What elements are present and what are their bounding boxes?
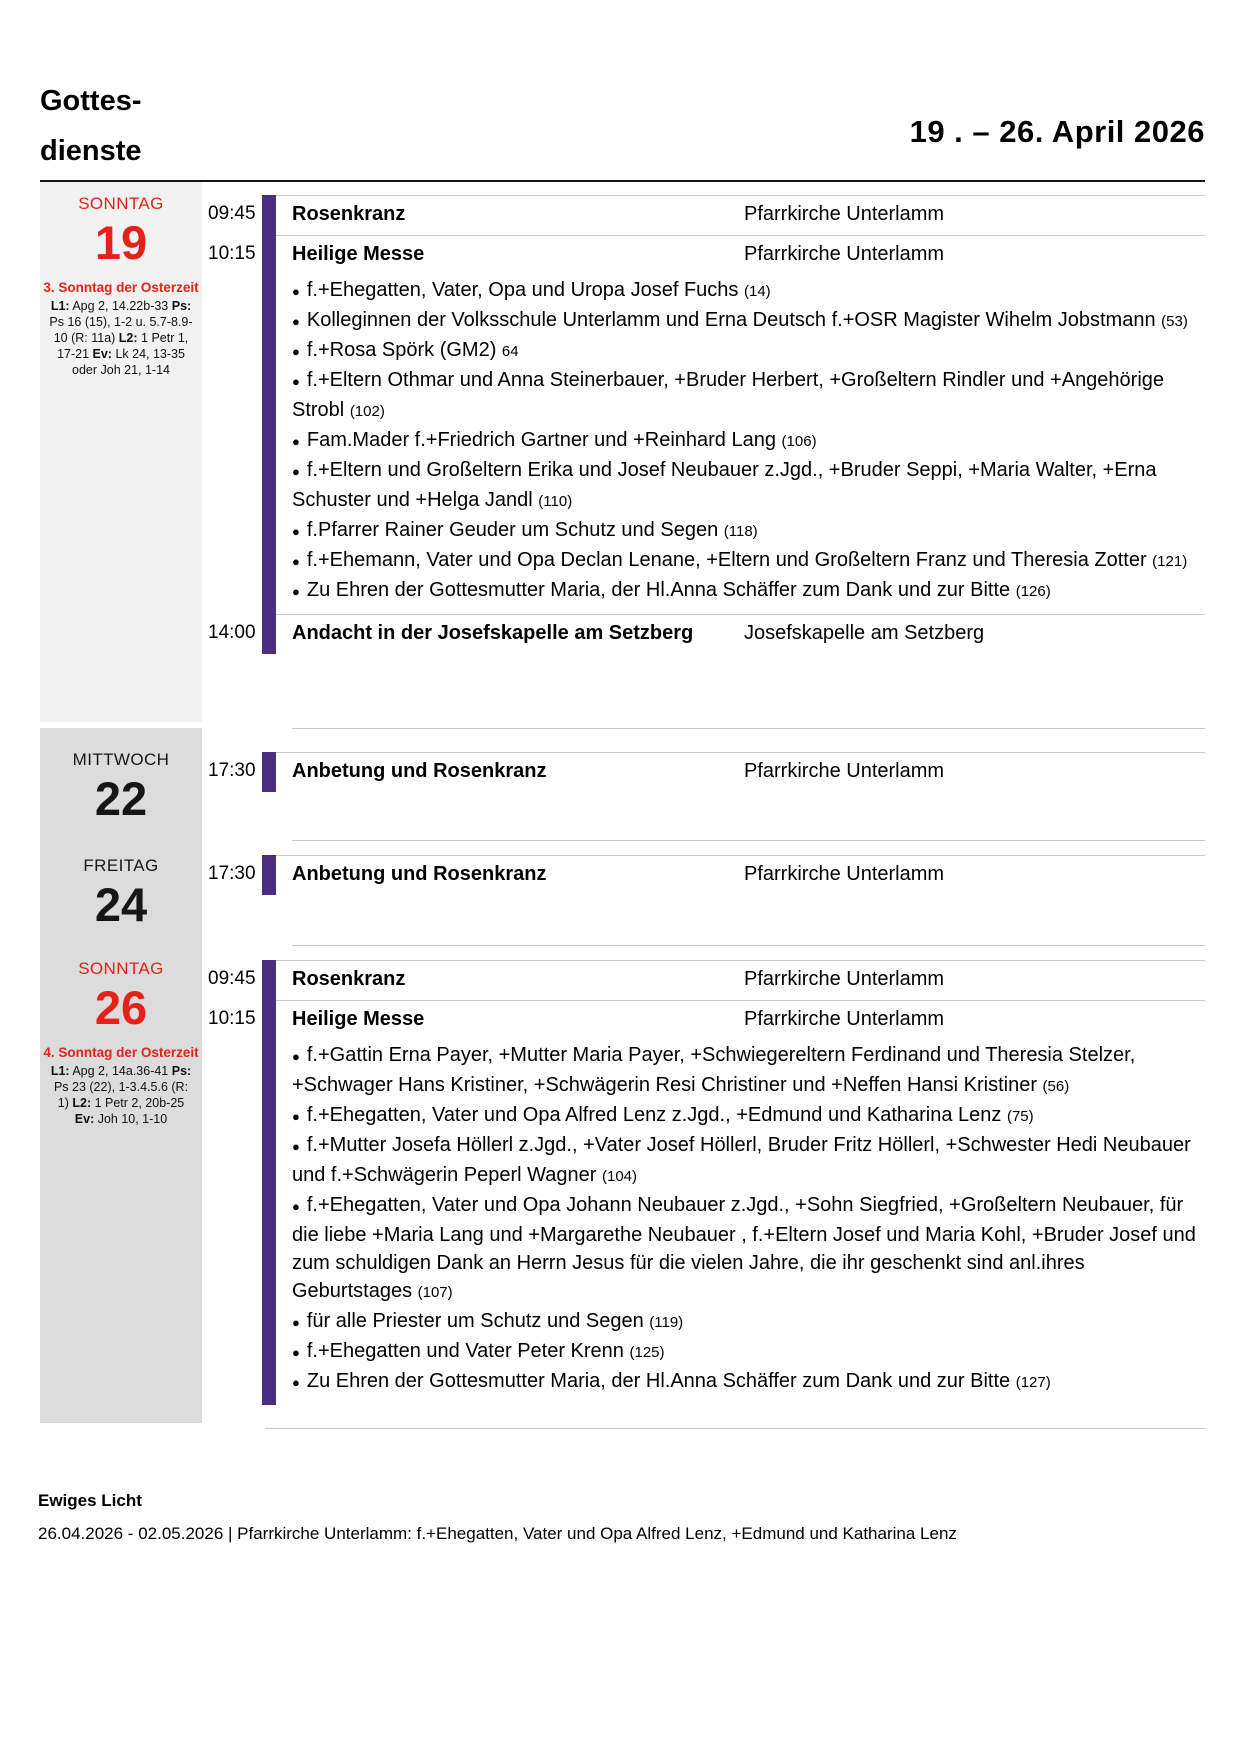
event-location: Pfarrkirche Unterlamm <box>744 760 945 782</box>
intention-item: ● f.+Mutter Josefa Höllerl z.Jgd., +Vater Josef Höllerl, Bruder Fritz Höllerl, +Schwester Hedi Neubauer und f.+Schwägerin Peperl Wagner (104) <box>292 1134 1191 1186</box>
event-head <box>292 1007 1205 1032</box>
intention-ref: (121) <box>1152 553 1188 570</box>
page-title-line1: Gottes- <box>40 85 142 117</box>
intention-item: ● Zu Ehren der Gottesmutter Maria, der Hl.Anna Schäffer zum Dank und zur Bitte (127) <box>292 1370 1051 1392</box>
intention-item: ● f.+Ehemann, Vater und Opa Declan Lenane, +Eltern und Großeltern Franz und Theresia Zotter (121) <box>292 549 1188 571</box>
event-time: 17:30 <box>208 760 256 781</box>
intention-ref: (14) <box>743 283 771 300</box>
liturgical-readings: L1: Apg 2, 14.22b-33 Ps: Ps 16 (15), 1-2 u. 5.7-8.9-10 (R: 11a) L2: 1 Petr 1, 17-21 Ev: Lk 24, 13-35 oder Joh 21, 1-14 <box>49 299 193 377</box>
event-title: Rosenkranz <box>292 203 406 225</box>
intention-item: ● f.Pfarrer Rainer Geuder um Schutz und Segen (118) <box>292 519 758 541</box>
day-cell <box>40 840 202 945</box>
event-location: Pfarrkirche Unterlamm <box>744 203 945 225</box>
intention-item: ● f.+Ehegatten, Vater, Opa und Uropa Josef Fuchs (14) <box>292 279 771 301</box>
day-number: 26 <box>94 981 148 1034</box>
event-row <box>202 195 1205 235</box>
event-accent-bar <box>262 614 276 654</box>
event-content <box>276 195 1205 235</box>
day-section <box>40 728 1205 840</box>
event-head <box>292 621 1205 646</box>
intention-ref: (102) <box>349 403 385 420</box>
event-accent-bar <box>262 855 276 895</box>
day-name: SONNTAG <box>78 194 164 213</box>
event-time: 09:45 <box>208 203 256 224</box>
event-location: Pfarrkirche Unterlamm <box>744 243 945 265</box>
bullet-icon: ● <box>292 1375 300 1390</box>
intention-ref: (125) <box>629 1344 665 1361</box>
bullet-icon: ● <box>292 1139 300 1154</box>
intention-item: ● f.+Gattin Erna Payer, +Mutter Maria Payer, +Schwiegereltern Ferdinand und Theresia Stelzer, +Schwager Hans Kristiner, +Schwägerin Resi Christiner und +Neffen Hansi Kristiner (56) <box>292 1044 1136 1096</box>
event-title: Rosenkranz <box>292 968 406 990</box>
liturgical-readings: L1: Apg 2, 14a.36-41 Ps: Ps 23 (22), 1-3.4.5.6 (R: 1) L2: 1 Petr 2, 20b-25 Ev: Joh 10, 1-10 <box>50 1064 192 1126</box>
event-accent-bar <box>262 1000 276 1405</box>
event-time: 10:15 <box>208 243 256 264</box>
event-row <box>202 855 1205 895</box>
day-section <box>40 840 1205 945</box>
event-location: Pfarrkirche Unterlamm <box>744 968 945 990</box>
reading-label: Ev: <box>92 347 112 361</box>
events-column <box>202 182 1205 722</box>
event-head <box>292 967 1205 992</box>
event-content <box>276 960 1205 1000</box>
reading-label: Ev: <box>74 1112 95 1126</box>
bullet-icon: ● <box>292 1109 300 1124</box>
day-name: FREITAG <box>83 856 159 875</box>
event-location: Pfarrkirche Unterlamm <box>744 1008 945 1030</box>
intention-item: ● f.+Eltern und Großeltern Erika und Josef Neubauer z.Jgd., +Bruder Seppi, +Maria Walter, +Erna Schuster und +Helga Jandl (110) <box>292 459 1157 511</box>
reading-label: L1: <box>50 299 70 313</box>
event-time: 14:00 <box>208 622 256 643</box>
bullet-icon: ● <box>292 434 300 449</box>
event-time: 10:15 <box>208 1008 256 1029</box>
bullet-icon: ● <box>292 1345 300 1360</box>
intention-ref: (119) <box>649 1314 684 1331</box>
day-number: 24 <box>94 878 148 931</box>
intention-ref: (118) <box>723 523 758 540</box>
bullet-icon: ● <box>292 464 300 479</box>
page-footer <box>38 1491 1205 1544</box>
day-name: SONNTAG <box>78 959 164 978</box>
bullet-icon: ● <box>292 284 300 299</box>
intention-ref: 64 <box>501 343 519 360</box>
event-content <box>276 235 1205 614</box>
day-name: MITTWOCH <box>72 750 170 769</box>
intention-ref: (126) <box>1015 583 1051 600</box>
event-title: Anbetung und Rosenkranz <box>292 760 547 782</box>
intention-ref: (110) <box>538 493 573 510</box>
day-cell <box>40 182 202 722</box>
feast-name: 3. Sonntag der Osterzeit <box>43 280 199 295</box>
intention-item: ● Zu Ehren der Gottesmutter Maria, der Hl.Anna Schäffer zum Dank und zur Bitte (126) <box>292 579 1051 601</box>
footer-title: Ewiges Licht <box>38 1491 142 1510</box>
event-title: Anbetung und Rosenkranz <box>292 863 547 885</box>
event-title: Heilige Messe <box>292 243 425 265</box>
bullet-icon: ● <box>292 314 300 329</box>
intention-item: ● Kolleginnen der Volksschule Unterlamm und Erna Deutsch f.+OSR Magister Wihelm Jobstmann (53) <box>292 309 1188 331</box>
intention-ref: (127) <box>1015 1374 1051 1391</box>
event-content <box>276 855 1205 895</box>
events-column <box>202 840 1205 945</box>
reading-label: Ps: <box>171 1064 192 1078</box>
page-title <box>40 76 142 176</box>
intentions-list <box>292 1032 1205 1397</box>
event-time: 17:30 <box>208 863 256 884</box>
day-number: 22 <box>94 772 148 825</box>
bullet-icon: ● <box>292 374 300 389</box>
bullet-icon: ● <box>292 554 300 569</box>
event-row <box>202 1000 1205 1405</box>
event-title: Andacht in der Josefskapelle am Setzberg <box>292 622 694 644</box>
footer-text: 26.04.2026 - 02.05.2026 | Pfarrkirche Unterlamm: f.+Ehegatten, Vater und Opa Alfred Lenz, +Edmund und Katharina Lenz <box>38 1524 957 1543</box>
intention-item: ● f.+Ehegatten, Vater und Opa Johann Neubauer z.Jgd., +Sohn Siegfried, +Großeltern Neubauer, für die liebe +Maria Lang und +Margarethe Neubauer , f.+Eltern Josef und Maria Kohl, +Bruder Josef und zum schuldigen Dank an Herrn Jesus für die vielen Jahre, die ihr geschenkt sind anl.ihres Geburtstages (107) <box>292 1194 1196 1302</box>
intention-ref: (53) <box>1161 313 1188 330</box>
bullet-icon: ● <box>292 1199 300 1214</box>
event-content <box>276 614 1205 654</box>
bullet-icon: ● <box>292 1315 300 1330</box>
event-time: 09:45 <box>208 968 256 989</box>
event-head <box>292 862 1205 887</box>
reading-label: L2: <box>72 1096 92 1110</box>
intention-item: ● Fam.Mader f.+Friedrich Gartner und +Reinhard Lang (106) <box>292 429 817 451</box>
bullet-icon: ● <box>292 584 300 599</box>
reading-label: L1: <box>50 1064 70 1078</box>
page-header <box>0 0 1241 176</box>
bullet-icon: ● <box>292 524 300 539</box>
event-head <box>292 759 1205 784</box>
intention-item: ● f.+Ehegatten und Vater Peter Krenn (125) <box>292 1340 665 1362</box>
schedule-table <box>40 182 1205 1423</box>
event-row <box>202 235 1205 614</box>
events-column <box>202 945 1205 1423</box>
reading-label: Ps: <box>171 299 192 313</box>
events-column <box>202 728 1205 840</box>
event-location: Josefskapelle am Setzberg <box>744 622 985 644</box>
date-range: 19 . – 26. April 2026 <box>909 114 1205 149</box>
event-row <box>202 752 1205 792</box>
event-content <box>276 752 1205 792</box>
day-section <box>40 945 1205 1423</box>
intentions-list <box>292 267 1205 606</box>
page-title-line2: dienste <box>40 135 142 167</box>
event-row <box>202 960 1205 1000</box>
intention-ref: (104) <box>602 1168 638 1185</box>
event-content <box>276 1000 1205 1405</box>
event-title: Heilige Messe <box>292 1008 425 1030</box>
feast-name: 4. Sonntag der Osterzeit <box>43 1045 199 1060</box>
event-head <box>292 202 1205 227</box>
day-cell <box>40 945 202 1423</box>
event-head <box>292 242 1205 267</box>
intention-ref: (56) <box>1042 1078 1070 1095</box>
day-section <box>40 182 1205 722</box>
intention-ref: (106) <box>781 433 817 450</box>
reading-label: L2: <box>118 331 138 345</box>
intention-item: ● f.+Rosa Spörk (GM2) 64 <box>292 339 519 361</box>
event-accent-bar <box>262 960 276 1000</box>
bullet-icon: ● <box>292 1049 300 1064</box>
intention-ref: (107) <box>417 1284 453 1301</box>
event-accent-bar <box>262 235 276 614</box>
day-cell <box>40 728 202 840</box>
intention-ref: (75) <box>1006 1108 1034 1125</box>
event-accent-bar <box>262 195 276 235</box>
bullet-icon: ● <box>292 344 300 359</box>
intention-item: ● für alle Priester um Schutz und Segen (119) <box>292 1310 684 1332</box>
event-accent-bar <box>262 752 276 792</box>
intention-item: ● f.+Ehegatten, Vater und Opa Alfred Lenz z.Jgd., +Edmund und Katharina Lenz (75) <box>292 1104 1034 1126</box>
intention-item: ● f.+Eltern Othmar und Anna Steinerbauer, +Bruder Herbert, +Großeltern Rindler und +Angehörige Strobl (102) <box>292 369 1165 421</box>
day-number: 19 <box>94 216 148 269</box>
event-location: Pfarrkirche Unterlamm <box>744 863 945 885</box>
table-bottom-rule <box>265 1428 1205 1429</box>
event-row <box>202 614 1205 654</box>
